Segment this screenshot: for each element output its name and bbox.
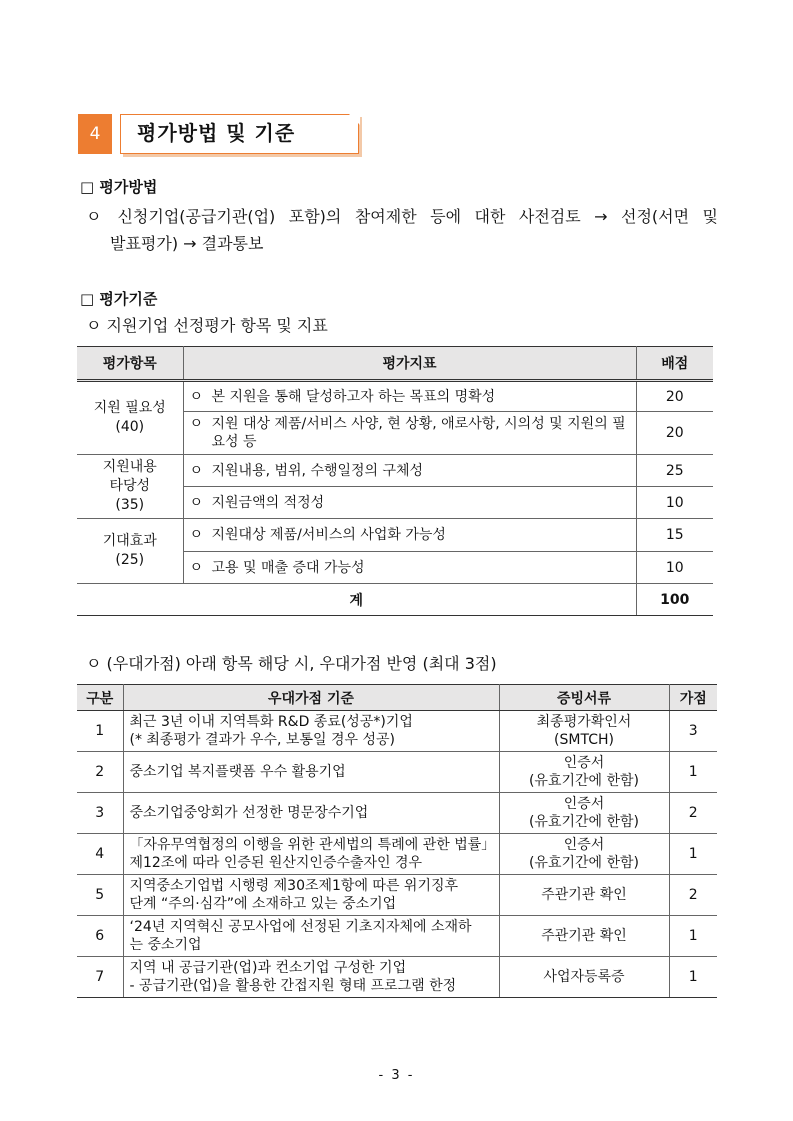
bonus-points-table bbox=[77, 684, 717, 998]
method-word: 포함)의 bbox=[288, 207, 342, 226]
indicator-cell bbox=[183, 455, 636, 487]
indicator-bullet: ㅇ bbox=[189, 559, 204, 576]
indicator-text: 지원내용, 범위, 수행일정의 구체성 bbox=[211, 462, 424, 479]
criteria-line: 지역중소기업법 시행령 제30조제1항에 따른 위기징후 bbox=[129, 878, 459, 894]
criteria-cell bbox=[123, 916, 499, 957]
criteria-heading: □ 평가기준 bbox=[80, 290, 158, 308]
section-number: 4 bbox=[78, 114, 112, 154]
evidence-cell bbox=[499, 957, 669, 998]
evidence-line: 인증서 bbox=[563, 755, 605, 771]
method-bullet: ㅇ bbox=[86, 207, 102, 226]
evidence-line: 사업자등록증 bbox=[543, 969, 625, 985]
indicator-cell bbox=[183, 487, 636, 519]
evidence-line: 주관기관 확인 bbox=[541, 928, 627, 944]
evaluation-criteria-table bbox=[77, 346, 713, 616]
table-row bbox=[77, 711, 717, 752]
total-label: 계 bbox=[77, 584, 636, 616]
points-cell: 1 bbox=[669, 916, 717, 957]
evidence-line: 인증서 bbox=[563, 796, 605, 812]
indicator-cell bbox=[183, 381, 636, 412]
evidence-cell bbox=[499, 752, 669, 793]
criteria-cell bbox=[123, 793, 499, 834]
category-cell bbox=[77, 455, 183, 519]
category-weight: (40) bbox=[115, 419, 145, 435]
criteria-cell bbox=[123, 711, 499, 752]
category-label: 타당성 bbox=[109, 478, 151, 494]
table-row bbox=[77, 957, 717, 998]
method-word: 신청기업(공급기관(업) bbox=[117, 207, 276, 226]
column-header: 구분 bbox=[77, 685, 123, 711]
section-title: 평가방법 및 기준 bbox=[137, 121, 296, 145]
table-row bbox=[77, 916, 717, 957]
points-cell: 1 bbox=[669, 834, 717, 875]
evidence-line: (유효기간에 한함) bbox=[528, 773, 640, 789]
criteria-line: (* 최종평가 결과가 우수, 보통일 경우 성공) bbox=[129, 732, 395, 748]
table-row bbox=[77, 875, 717, 916]
category-weight: (35) bbox=[115, 497, 145, 513]
folded-corner-decoration bbox=[348, 113, 360, 125]
table-row bbox=[77, 834, 717, 875]
section-title-box bbox=[120, 114, 359, 154]
page-number: - 3 - bbox=[378, 1068, 415, 1083]
evidence-line: (유효기간에 한함) bbox=[528, 814, 640, 830]
evidence-cell bbox=[499, 834, 669, 875]
method-word: → bbox=[594, 207, 608, 226]
table-row bbox=[77, 519, 713, 552]
row-number: 4 bbox=[77, 834, 123, 875]
criteria-subheading: ㅇ 지원기업 선정평가 항목 및 지표 bbox=[86, 316, 328, 335]
method-word: 참여제한 bbox=[354, 207, 417, 226]
indicator-text: 본 지원을 통해 달성하고자 하는 목표의 명확성 bbox=[211, 388, 496, 405]
criteria-line: 제12조에 따라 인증된 원산지인증수출자인 경우 bbox=[129, 855, 423, 871]
total-score: 100 bbox=[636, 584, 713, 616]
evidence-cell bbox=[499, 793, 669, 834]
criteria-line: 는 중소기업 bbox=[129, 937, 202, 953]
method-word: 선정(서면 bbox=[621, 207, 690, 226]
row-number: 3 bbox=[77, 793, 123, 834]
column-header: 평가지표 bbox=[183, 347, 636, 381]
evidence-line: 주관기관 확인 bbox=[541, 887, 627, 903]
indicator-cell bbox=[183, 519, 636, 552]
indicator-bullet: ㅇ bbox=[189, 416, 204, 432]
table-row bbox=[77, 455, 713, 487]
table-row bbox=[77, 752, 717, 793]
column-header: 배점 bbox=[636, 347, 713, 381]
table-header-row bbox=[77, 685, 717, 711]
criteria-cell bbox=[123, 957, 499, 998]
evidence-cell bbox=[499, 711, 669, 752]
method-word: 등에 bbox=[430, 207, 462, 226]
category-cell bbox=[77, 519, 183, 584]
points-cell: 2 bbox=[669, 875, 717, 916]
points-cell: 1 bbox=[669, 957, 717, 998]
criteria-cell bbox=[123, 834, 499, 875]
row-number: 5 bbox=[77, 875, 123, 916]
column-header: 우대가점 기준 bbox=[123, 685, 499, 711]
criteria-line: 단계 “주의·심각”에 소재하고 있는 중소기업 bbox=[129, 896, 397, 912]
score-cell: 20 bbox=[636, 381, 713, 412]
row-number: 6 bbox=[77, 916, 123, 957]
evidence-line: 최종평가확인서 bbox=[536, 714, 632, 730]
category-cell bbox=[77, 381, 183, 455]
indicator-bullet: ㅇ bbox=[189, 388, 204, 405]
points-cell: 3 bbox=[669, 711, 717, 752]
section-header bbox=[78, 114, 361, 154]
criteria-line: 중소기업중앙회가 선정한 명문장수기업 bbox=[129, 805, 369, 821]
method-line-2: 발표평가) → 결과통보 bbox=[110, 234, 264, 253]
points-cell: 2 bbox=[669, 793, 717, 834]
evidence-line: (유효기간에 한함) bbox=[528, 855, 640, 871]
row-number: 1 bbox=[77, 711, 123, 752]
evidence-line: 인증서 bbox=[563, 837, 605, 853]
indicator-bullet: ㅇ bbox=[189, 527, 204, 543]
row-number: 7 bbox=[77, 957, 123, 998]
bonus-heading: ㅇ (우대가점) 아래 항목 해당 시, 우대가점 반영 (최대 3점) bbox=[86, 654, 497, 673]
category-label: 지원 필요성 bbox=[93, 400, 166, 416]
category-label: 기대효과 bbox=[102, 533, 157, 549]
table-row bbox=[77, 793, 717, 834]
indicator-text: 고용 및 매출 증대 가능성 bbox=[211, 559, 365, 576]
score-cell: 10 bbox=[636, 552, 713, 584]
method-word: 대한 bbox=[474, 207, 506, 226]
score-cell: 20 bbox=[636, 412, 713, 455]
indicator-text: 지원대상 제품/서비스의 사업화 가능성 bbox=[211, 527, 446, 543]
method-word: 및 bbox=[702, 207, 718, 226]
criteria-cell bbox=[123, 875, 499, 916]
method-line-1 bbox=[86, 203, 718, 230]
criteria-line: 중소기업 복지플랫폼 우수 활용기업 bbox=[129, 764, 346, 780]
evidence-line: (SMTCH) bbox=[554, 732, 614, 748]
points-cell: 1 bbox=[669, 752, 717, 793]
indicator-cell bbox=[183, 552, 636, 584]
criteria-line: 지역 내 공급기관(업)과 컨소기업 구성한 기업 bbox=[129, 960, 407, 976]
row-number: 2 bbox=[77, 752, 123, 793]
score-cell: 25 bbox=[636, 455, 713, 487]
criteria-line: ‘24년 지역혁신 공모사업에 선정된 기초지자체에 소재하 bbox=[129, 919, 472, 935]
column-header: 증빙서류 bbox=[499, 685, 669, 711]
method-paragraph bbox=[86, 203, 718, 257]
indicator-bullet: ㅇ bbox=[189, 494, 204, 511]
score-cell: 15 bbox=[636, 519, 713, 552]
criteria-line: 최근 3년 이내 지역특화 R&D 종료(성공*)기업 bbox=[129, 714, 413, 730]
indicator-text: 지원금액의 적정성 bbox=[211, 494, 325, 511]
indicator-cell bbox=[183, 412, 636, 455]
score-cell: 10 bbox=[636, 487, 713, 519]
method-heading: □ 평가방법 bbox=[80, 178, 158, 196]
table-row bbox=[77, 381, 713, 412]
category-weight: (25) bbox=[115, 552, 145, 568]
evidence-cell bbox=[499, 875, 669, 916]
category-label: 지원내용 bbox=[102, 459, 157, 475]
criteria-line: 「자유무역협정의 이행을 위한 관세법의 특례에 관한 법률」 bbox=[129, 837, 496, 853]
table-header-row bbox=[77, 347, 713, 381]
column-header: 평가항목 bbox=[77, 347, 183, 381]
evidence-cell bbox=[499, 916, 669, 957]
indicator-bullet: ㅇ bbox=[189, 462, 204, 479]
criteria-cell bbox=[123, 752, 499, 793]
column-header: 가점 bbox=[669, 685, 717, 711]
total-row bbox=[77, 584, 713, 616]
method-word: 사전검토 bbox=[518, 207, 581, 226]
criteria-line: - 공급기관(업)을 활용한 간접지원 형태 프로그램 한정 bbox=[129, 978, 457, 994]
indicator-text: 지원 대상 제품/서비스 사양, 현 상황, 애로사항, 시의성 및 지원의 필요성 등 bbox=[211, 416, 626, 450]
